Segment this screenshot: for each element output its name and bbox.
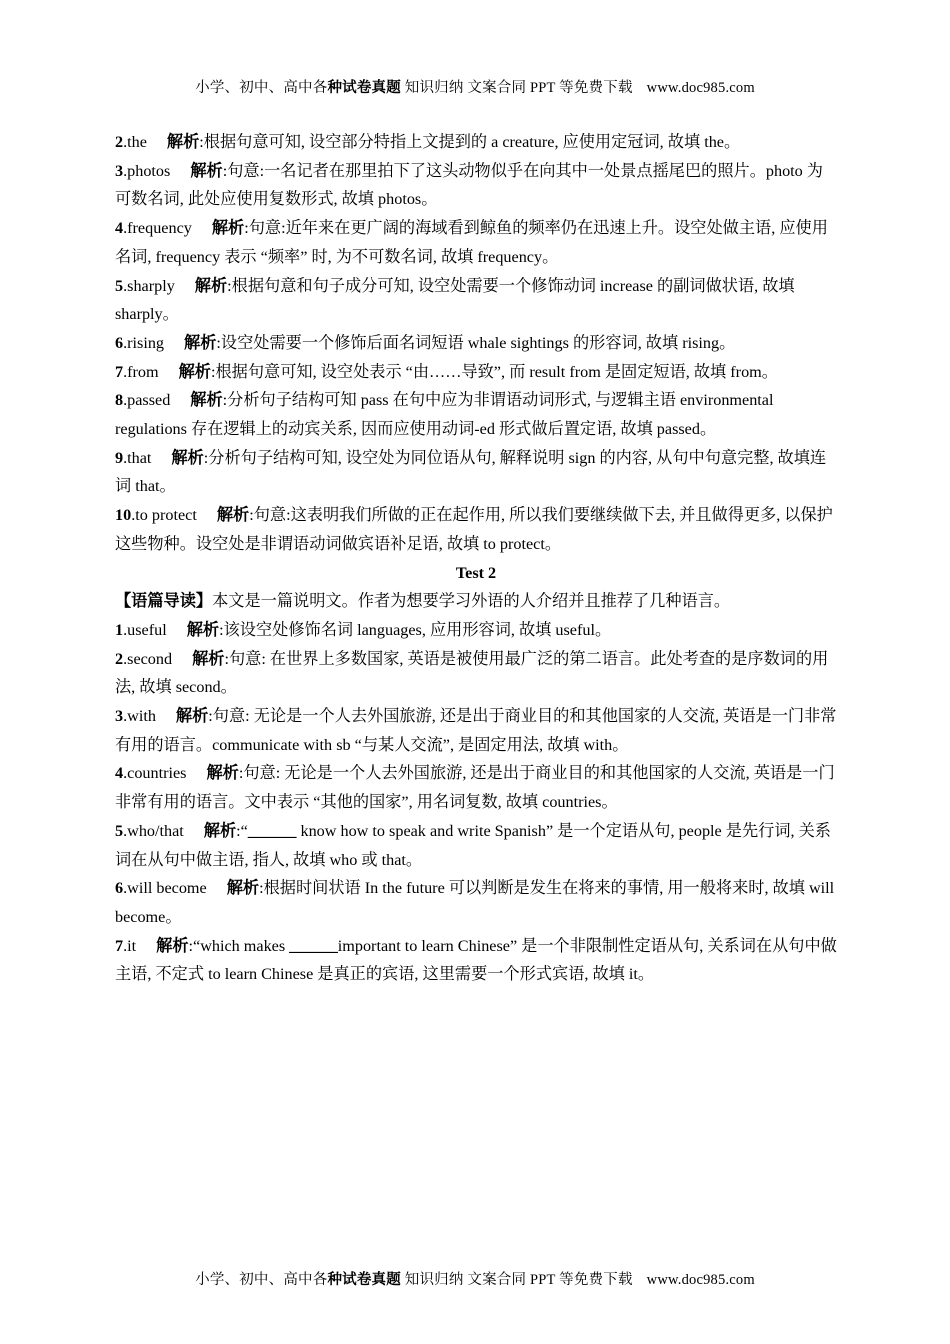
test1-item-7: 7.from 解析:根据句意可知, 设空处表示 “由……导致”, 而 result from 是固定短语, 故填 from。: [115, 362, 778, 381]
header-text-1: 小学、初中、高中各: [195, 80, 328, 96]
test1-item-3: 3.photos 解析:句意:一名记者在那里拍下了这头动物似乎在向其中一处景点摇尾巴的照片。photo 为可数名词, 此处应使用复数形式, 故填 photos。: [115, 161, 823, 209]
footer-text-3: 知识归纳 文案合同 PPT 等免费下载: [400, 1272, 633, 1288]
footer-text-1: 小学、初中、高中各: [195, 1272, 328, 1288]
test1-item-2: 2.the 解析:根据句意可知, 设空部分特指上文提到的 a creature, 应使用定冠词, 故填 the。: [115, 133, 741, 151]
header-text-3: 知识归纳 文案合同 PPT 等免费下载: [400, 80, 633, 96]
answer-content: [115, 128, 837, 989]
test2-item-3: 3.with 解析:句意: 无论是一个人去外国旅游, 还是出于商业目的和其他国家的人交流, 英语是一门非常有用的语言。communicate with sb “与某人交流”, 是固定用法, 故填 with。: [115, 707, 837, 754]
test2-item-5: 5.who/that 解析:“______ know how to speak and write Spanish” 是一个定语从句, people 是先行词, 关系词在从句中做主语, 指人, 故填 who 或 that。: [115, 817, 837, 874]
header-text-2: 种试卷真题: [327, 80, 401, 96]
header-url: www.doc985.com: [646, 80, 755, 96]
test2-intro: 【语篇导读】本文是一篇说明文。作者为想要学习外语的人介绍并且推荐了几种语言。: [115, 592, 731, 611]
test2-item-1: 1.useful 解析:该设空处修饰名词 languages, 应用形容词, 故填 useful。: [115, 620, 612, 639]
test2-item-6: 6.will become 解析:根据时间状语 In the future 可以判断是发生在将来的事情, 用一般将来时, 故填 will become。: [115, 879, 835, 926]
test1-item-4: 4.frequency 解析:句意:近年来在更广阔的海域看到鲸鱼的频率仍在迅速上升。设空处做主语, 应使用名词, frequency 表示 “频率” 时, 为不可数名词, 故填 frequency。: [115, 219, 828, 266]
test1-item-8: 8.passed 解析:分析句子结构可知 pass 在句中应为非谓语动词形式, 与逻辑主语 environmental regulations 存在逻辑上的动宾关系, 因而应使用动词-ed 形式做后置定语, 故填 passed。: [115, 391, 774, 439]
page-header: [0, 76, 950, 97]
answer-blank: ______: [247, 821, 297, 840]
test1-item-9: 9.that 解析:分析句子结构可知, 设空处为同位语从句, 解释说明 sign 的内容, 从句中句意完整, 故填连词 that。: [115, 448, 827, 496]
footer-text-2: 种试卷真题: [327, 1272, 401, 1288]
footer-url: www.doc985.com: [646, 1272, 755, 1288]
test1-item-10: 10.to protect 解析:句意:这表明我们所做的正在起作用, 所以我们要继续做下去, 并且做得更多, 以保护这些物种。设空处是非谓语动词做宾语补足语, 故填 to protect。: [115, 506, 833, 553]
test1-item-6: 6.rising 解析:设空处需要一个修饰后面名词短语 whale sightings 的形容词, 故填 rising。: [115, 333, 736, 352]
test2-item-2: 2.second 解析:句意: 在世界上多数国家, 英语是被使用最广泛的第二语言。此处考查的是序数词的用法, 故填 second。: [115, 649, 829, 697]
test1-item-5: 5.sharply 解析:根据句意和句子成分可知, 设空处需要一个修饰动词 increase 的副词做状语, 故填 sharply。: [115, 276, 795, 324]
answer-blank: ______: [289, 936, 338, 955]
page-footer: [0, 1268, 950, 1289]
test2-item-7: 7.it 解析:“which makes ______important to learn Chinese” 是一个非限制性定语从句, 关系词在从句中做主语, 不定式 to learn Chinese 是真正的宾语, 这里需要一个形式宾语, 故填 it。: [115, 932, 837, 989]
test2-item-4: 4.countries 解析:句意: 无论是一个人去外国旅游, 还是出于商业目的和其他国家的人交流, 英语是一门非常有用的语言。文中表示 “其他的国家”, 用名词复数, 故填 countries。: [115, 764, 835, 812]
test2-title: Test 2: [455, 563, 497, 582]
